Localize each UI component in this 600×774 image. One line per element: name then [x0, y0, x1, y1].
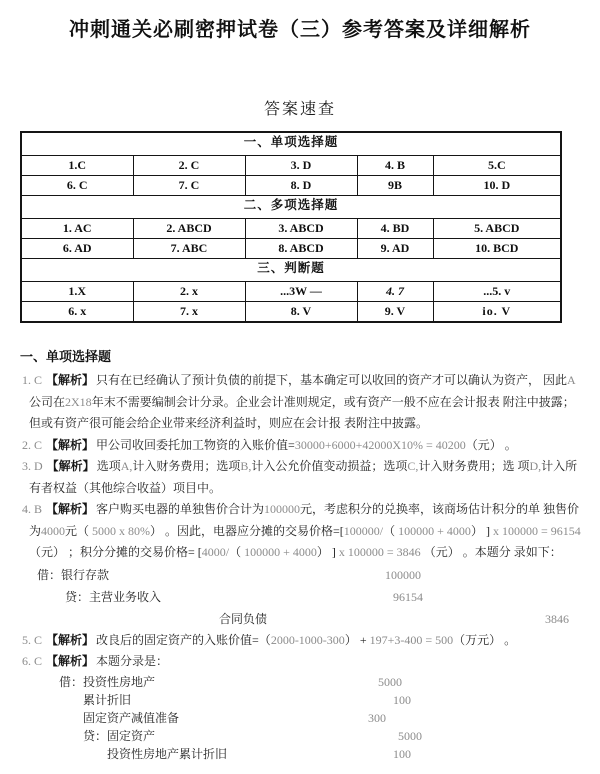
item-number: 3. D — [22, 459, 43, 473]
answer-cell: 3. ABCD — [245, 218, 357, 238]
analysis-tag: 【解析】 — [46, 373, 95, 387]
answer-cell: ...5. v — [433, 281, 561, 301]
journal-account-label: 固定资产减值准备 — [83, 710, 180, 725]
journal-amount: 300 — [368, 710, 386, 725]
answer-cell: 2. ABCD — [133, 218, 245, 238]
journal-entry-item4 — [20, 564, 582, 630]
answer-cell: 4. 7 — [357, 281, 433, 301]
analysis-tag: 【解析】 — [46, 632, 95, 647]
journal-amount: 100 — [393, 692, 411, 707]
explanation-item-2 — [20, 435, 582, 457]
journal-account-label: 借：投资性房地产 — [59, 674, 156, 689]
answer-cell: 1.X — [21, 281, 133, 301]
section-header-row — [21, 195, 561, 218]
journal-line — [20, 608, 582, 630]
answer-cell: 10. D — [433, 175, 561, 195]
journal-account-label: 合同负债 — [219, 611, 268, 626]
answer-row — [21, 175, 561, 195]
section-header-row — [21, 132, 561, 155]
answer-cell: ...3W — — [245, 281, 357, 301]
section-title: 一、单项选择题 — [21, 132, 561, 155]
answers-table — [20, 131, 562, 323]
item-number: 5. C — [22, 632, 43, 647]
section-header-row — [21, 258, 561, 281]
answer-cell: 4. B — [357, 155, 433, 175]
journal-amount: 96154 — [393, 589, 423, 604]
journal-line — [20, 691, 582, 709]
answer-cell: 1. AC — [21, 218, 133, 238]
explanations-section — [20, 346, 582, 763]
journal-line — [20, 564, 582, 586]
answer-cell: 5.C — [433, 155, 561, 175]
item-text: 本题分录是： — [96, 654, 169, 668]
answer-cell: 9. AD — [357, 238, 433, 258]
journal-amount: 3846 — [545, 611, 569, 626]
section-title: 三、判断题 — [21, 258, 561, 281]
item-number: 2. C — [22, 437, 43, 452]
item-text: 改良后的固定资产的入账价值=（2000-1000-300） + 197+3-400 = 500（万元） 。 — [96, 632, 517, 647]
section-title: 二、多项选择题 — [21, 195, 561, 218]
answer-row — [21, 301, 561, 322]
answer-cell: 6. x — [21, 301, 133, 322]
item-text: 甲公司收回委托加工物资的入账价值=30000+6000+42000X10% = 40200（元） 。 — [96, 437, 517, 452]
analysis-tag: 【解析】 — [46, 502, 95, 516]
journal-account-label: 贷：主营业务收入 — [65, 589, 162, 604]
answer-cell: 7. ABC — [133, 238, 245, 258]
analysis-tag: 【解析】 — [46, 437, 95, 452]
journal-entry-item6 — [20, 673, 582, 763]
item-text: 客户购买电器的单独售价合计为100000元，考虑积分的兑换率，该商场估计积分的单 独售价为4000元（ 5000 x 80%） 。因此，电器应分摊的交易价格=[100000/（ 100000 + 4000） ] x 100000 = 96154（元） ；积分分摊的交易价格= [4000/（ 100000 + 4000） ] x 100000 = 3846 （元） 。本题分 录如下： — [29, 502, 581, 559]
answer-cell: 6. AD — [21, 238, 133, 258]
item-text: 选项A,计入财务费用；选项B,计入公允价值变动损益；选项C,计入财务费用；选 项D,计入所有者权益（其他综合收益）项目中。 — [29, 459, 578, 495]
explanation-item-5 — [20, 630, 582, 652]
journal-line — [20, 709, 582, 727]
journal-account-label: 借：银行存款 — [37, 567, 110, 582]
answer-cell: 9B — [357, 175, 433, 195]
answer-cell: 10. BCD — [433, 238, 561, 258]
journal-amount: 5000 — [398, 728, 422, 743]
journal-amount: 100000 — [385, 567, 421, 582]
page-title: 冲刺通关必刷密押试卷（三）参考答案及详细解析 — [69, 19, 531, 41]
answer-row — [21, 155, 561, 175]
journal-account-label: 贷：固定资产 — [83, 728, 156, 743]
analysis-tag: 【解析】 — [46, 654, 95, 668]
answer-cell: 2. C — [133, 155, 245, 175]
journal-line — [20, 673, 582, 691]
answer-row — [21, 281, 561, 301]
journal-line — [20, 727, 582, 745]
answers-quick-check-title: 答案速查 — [263, 101, 336, 118]
explanation-item-4 — [20, 499, 582, 564]
answer-cell: 4. BD — [357, 218, 433, 238]
answer-cell: 7. x — [133, 301, 245, 322]
journal-line — [20, 586, 582, 608]
explanation-item-6 — [20, 651, 582, 673]
answer-row — [21, 218, 561, 238]
journal-account-label: 累计折旧 — [83, 692, 132, 707]
analysis-tag: 【解析】 — [46, 459, 95, 473]
journal-amount: 100 — [393, 746, 411, 761]
answer-cell: 6. C — [21, 175, 133, 195]
journal-line — [20, 745, 582, 763]
answer-row — [21, 238, 561, 258]
item-number: 1. C — [22, 373, 43, 387]
item-number: 6. C — [22, 654, 43, 668]
item-number: 4. B — [22, 502, 43, 516]
answer-cell: 8. ABCD — [245, 238, 357, 258]
answer-cell: 8. D — [245, 175, 357, 195]
answer-cell: 1.C — [21, 155, 133, 175]
answer-cell: 7. C — [133, 175, 245, 195]
explanation-item-3 — [20, 456, 582, 499]
answer-cell: 3. D — [245, 155, 357, 175]
journal-amount: 5000 — [378, 674, 402, 689]
answer-cell: 8. V — [245, 301, 357, 322]
answer-cell: 5. ABCD — [433, 218, 561, 238]
answer-cell: 9. V — [357, 301, 433, 322]
explanations-heading: 一、单项选择题 — [20, 348, 112, 364]
item-text: 只有在已经确认了预计负债的前提下，基本确定可以收回的资产才可以确认为资产， 因此A公司在2X18年末不需要编制会计分录。企业会计准则规定，或有资产一般不应在会计报表 附注中披露；但或有资产很可能会给企业带来经济利益时，则应在会计报 表附注中披露。 — [29, 373, 576, 430]
explanation-item-1 — [20, 370, 582, 435]
answer-cell: 2. x — [133, 281, 245, 301]
journal-account-label: 投资性房地产累计折旧 — [107, 746, 228, 761]
answer-cell: io. V — [433, 301, 561, 322]
